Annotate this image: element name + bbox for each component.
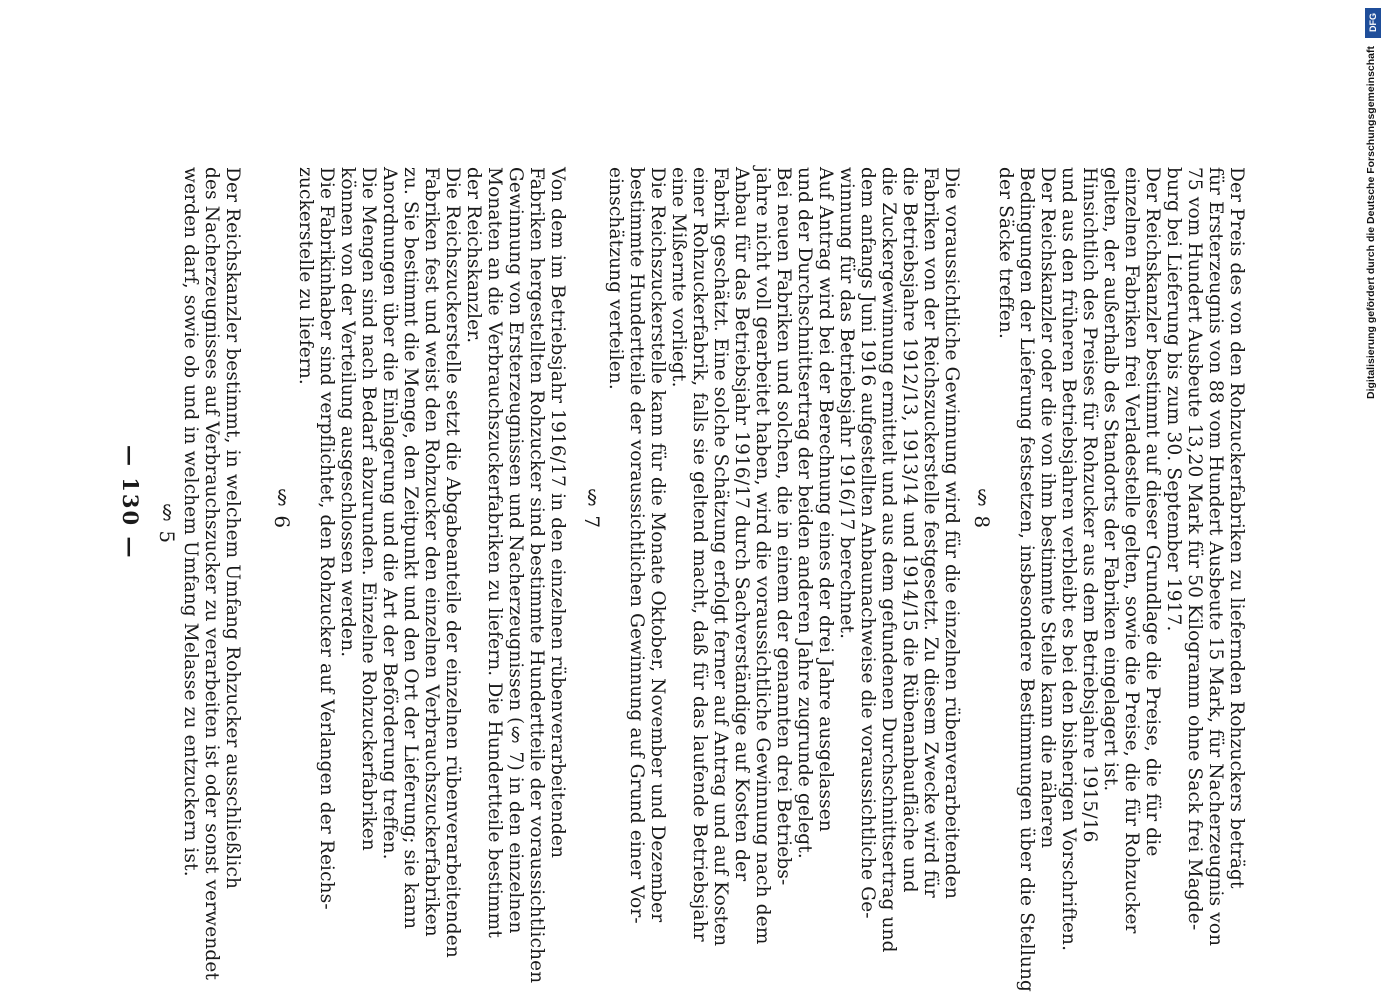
- text-line: Die voraussichtliche Gewinnung wird für die einzelnen rübenverarbeitenden: [941, 167, 962, 900]
- text-line: Die Reichszuckerstelle setzt die Abgabeanteile der einzelnen rübenverarbeitenden: [442, 167, 463, 958]
- page-number-header: — 130 —: [118, 445, 143, 560]
- text-line: für Ersterzeugnis von 88 vom Hundert Ausbeute 15 Mark, für Nacherzeugnis von: [1205, 167, 1226, 947]
- text-line: können von der Verteilung ausgeschlossen werden.: [337, 167, 358, 658]
- text-line: Monaten an die Verbrauchszuckerfabriken zu liefern. Die Hundertteile bestimmt: [484, 167, 505, 938]
- text-line: Der Reichskanzler bestimmt auf dieser Grundlage die Preise, die für die: [1142, 167, 1163, 857]
- text-line: werden darf, sowie ob und in welchem Umfang Melasse zu entzuckern ist.: [180, 167, 201, 877]
- text-line: zu. Sie bestimmt die Menge, den Zeitpunkt und den Ort der Lieferung; sie kann: [400, 167, 421, 930]
- text-line: einschätzung verteilen.: [605, 167, 626, 390]
- section-heading-8: § 8: [970, 485, 994, 529]
- text-line: jahre nicht voll gearbeitet haben, wird die voraussichtliche Gewinnung nach dem: [752, 167, 773, 945]
- text-line: burg bei Lieferung bis zum 30. September 1917.: [1163, 167, 1184, 632]
- section-heading-6: § 6: [270, 485, 294, 529]
- text-line: und aus den früheren Betriebsjahren verbleibt es bei den bisherigen Vorschriften.: [1058, 167, 1079, 952]
- text-line: der Reichskanzler.: [463, 167, 484, 344]
- text-line: winnung für das Betriebsjahr 1916/17 berechnet.: [836, 167, 857, 640]
- section-body-6: [295, 167, 568, 984]
- text-line: Der Reichskanzler bestimmt, in welchem Umfang Rohzucker ausschließlich: [222, 167, 243, 890]
- document-page: [118, 165, 1250, 993]
- text-line: Bei neuen Fabriken und solchen, die in einem der genannten drei Betriebs-: [773, 167, 794, 886]
- text-line: zuckerstelle zu liefern.: [295, 167, 316, 385]
- text-line: Der Reichskanzler oder die von ihm bestimmte Stelle kann die näheren: [1037, 167, 1058, 849]
- text-line: Fabriken von der Reichszuckerstelle festgesetzt. Zu diesem Zwecke wird für: [920, 167, 941, 898]
- text-line: Die Fabrikinhaber sind verpflichtet, den Rohzucker auf Verlangen der Reichs-: [316, 167, 337, 910]
- text-line: Gewinnung von Ersterzeugnissen und Nacherzeugnissen (§ 7) in den einzelnen: [505, 167, 526, 934]
- text-line: Anbau für das Betriebsjahr 1916/17 durch Sachverständige auf Kosten der: [731, 167, 752, 882]
- credit-text: Digitalisierung gefördert durch die Deutsche Forschungsgemeinschaft: [1365, 46, 1377, 399]
- text-line: 75 vom Hundert Ausbeute 13,20 Mark für 50 Kilogramm ohne Sack frei Magde-: [1184, 167, 1205, 931]
- digitization-credit: [1365, 8, 1381, 792]
- text-line: Hinsichtlich des Preises für Rohzucker aus dem Betriebsjahre 1915/16: [1079, 167, 1100, 843]
- text-line: und der Durchschnittsertrag der beiden anderen Jahre zugrunde gelegt.: [794, 167, 815, 859]
- text-line: Die Reichszuckerstelle kann für die Monate Oktober, November und Dezember: [647, 167, 668, 923]
- text-line: der Säcke treffen.: [995, 167, 1016, 339]
- text-line: einzelnen Fabriken frei Verladestelle gelten, sowie die Preise, die für Rohzucker: [1121, 167, 1142, 934]
- text-line: Auf Antrag wird bei der Berechnung eines der drei Jahre ausgelassen: [815, 167, 836, 832]
- text-line: Die Mengen sind nach Bedarf abzurunden. Einzelne Rohzuckerfabriken: [358, 167, 379, 851]
- text-line: dem anfangs Juni 1916 aufgestellten Anbaunachweise die voraussichtliche Ge-: [857, 167, 878, 919]
- text-line: Von dem im Betriebsjahr 1916/17 in den einzelnen rübenverarbeitenden: [547, 167, 568, 859]
- text-line: die Zuckergewinnung ermittelt und aus dem gefundenen Durchschnittsertrag und: [878, 167, 899, 953]
- text-line: Fabrik geschätzt. Eine solche Schätzung erfolgt ferner auf Antrag und auf Kosten: [710, 167, 731, 947]
- section-heading-7: § 7: [580, 485, 604, 529]
- text-line: Fabriken fest und weist den Rohzucker den einzelnen Verbrauchszuckerfabriken: [421, 167, 442, 937]
- section-heading-5: § 5: [155, 500, 179, 544]
- section-body-8: [995, 167, 1247, 993]
- text-line: bestimmte Hundertteile der voraussichtlichen Gewinnung auf Grund einer Vor-: [626, 167, 647, 924]
- text-line: Anordnungen über die Einlagerung und die Art der Beförderung treffen.: [379, 167, 400, 860]
- text-line: einer Rohzuckerfabrik, falls sie geltend macht, daß für das laufende Betriebsjahr: [689, 167, 710, 942]
- text-line: Bedingungen der Lieferung festsetzen, insbesondere Bestimmungen über die Stellung: [1016, 167, 1037, 993]
- text-line: gelten, der außerhalb des Standorts der Fabriken eingelagert ist.: [1100, 167, 1121, 792]
- text-line: Der Preis des von den Rohzuckerfabriken zu liefernden Rohzuckers beträgt: [1226, 167, 1247, 889]
- section-body-7: [605, 167, 962, 953]
- text-line: Fabriken hergestellten Rohzucker sind bestimmte Hundertteile der voraussichtlichen: [526, 167, 547, 984]
- text-line: des Nacherzeugnisses auf Verbrauchszucker zu verarbeiten ist oder sonst verwendet: [201, 167, 222, 981]
- dfg-logo: DFG: [1365, 8, 1381, 38]
- text-line: die Betriebsjahre 1912/13, 1913/14 und 1914/15 die Rübenanbaufläche und: [899, 167, 920, 893]
- text-line: eine Mißernte vorliegt.: [668, 167, 689, 388]
- section-body-5: [180, 167, 243, 981]
